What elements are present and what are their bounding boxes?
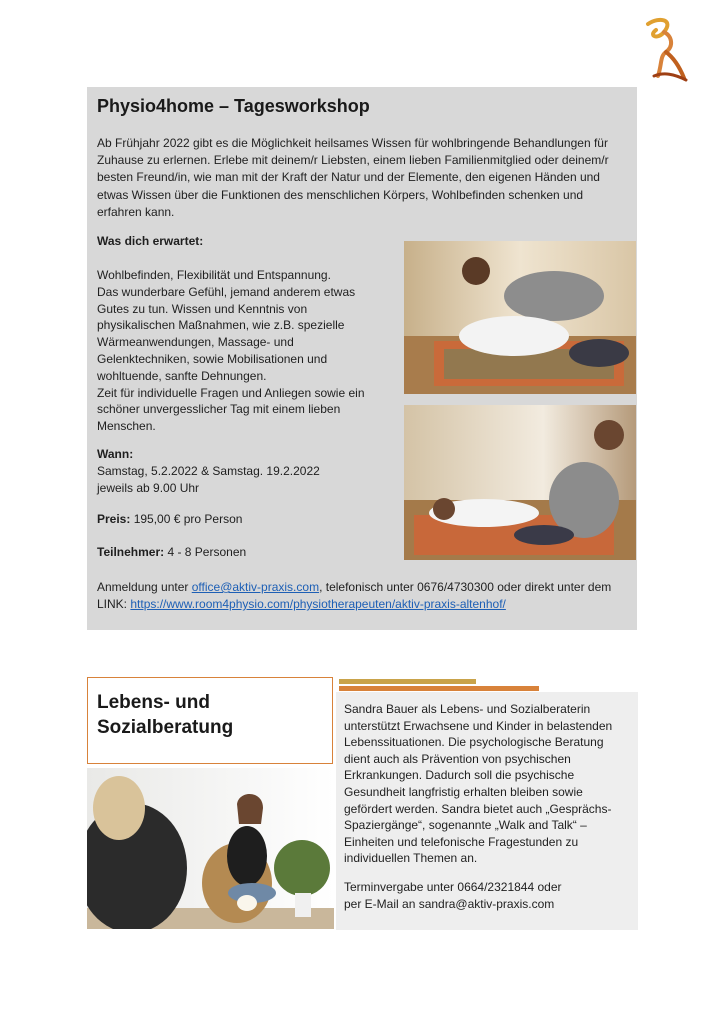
participants-label: Teilnehmer:: [97, 545, 165, 559]
participants-value: 4 - 8 Personen: [164, 545, 247, 559]
participants-line: [97, 545, 246, 559]
expect-line: Wohlbefinden, Flexibilität und Entspannung.: [97, 268, 331, 282]
counseling-contact: [344, 879, 628, 912]
accent-bar-orange: [339, 686, 539, 691]
counseling-title-line2: Sozialberatung: [97, 717, 234, 738]
workshop-title: Physio4home – Tagesworkshop: [97, 96, 370, 116]
when-block: [97, 446, 320, 496]
counseling-title: [97, 690, 233, 740]
when-time: jeweils ab 9.00 Uhr: [97, 480, 200, 495]
counseling-info-box: [336, 692, 638, 930]
workshop-photo-treatment: [404, 405, 636, 560]
brand-logo: [634, 14, 694, 84]
expect-heading: Was dich erwartet:: [97, 234, 204, 248]
reg-prefix: Anmeldung unter: [97, 580, 192, 594]
when-dates: Samstag, 5.2.2022 & Samstag. 19.2.2022: [97, 463, 320, 478]
expect-line: Zeit für individuelle Fragen und Anliegen sowie ein schöner unvergesslicher Tag mit einem lieben Menschen.: [97, 385, 365, 434]
accent-bar-gold: [339, 679, 476, 684]
contact-phone-line: Terminvergabe unter 0664/2321844 oder: [344, 880, 562, 894]
reg-middle: , telefonisch unter 0676/4730300 oder direkt unter dem LINK:: [97, 580, 612, 611]
workshop-intro: Ab Frühjahr 2022 gibt es die Möglichkeit heilsames Wissen für wohlbringende Behandlungen für Zuhause zu erlernen. Erlebe mit deinem/r Liebsten, einem lieben Familienmitglied oder deinem/r besten Freund/in, wie man mit der Kraft der Natur und der Elemente, den eigenen Händen und etwas Wissen über die Funktionen des menschlichen Körpers, Wohlbefinden schenken und erfahren kann.: [97, 136, 609, 219]
counseling-title-box: [87, 677, 333, 764]
email-link[interactable]: office@aktiv-praxis.com: [191, 580, 320, 594]
workshop-photo-stretching: [404, 241, 636, 394]
registration-info: [97, 579, 627, 613]
price-value: 195,00 € pro Person: [130, 512, 243, 526]
price-line: [97, 512, 242, 526]
counseling-photo: [87, 768, 334, 929]
counseling-description: Sandra Bauer als Lebens- und Sozialberaterin unterstützt Erwachsene und Kinder in belastenden Lebenssituationen. Die psychologische Beratung dient auch als Prävention von psychischen Erkrankungen. Dadurch soll die psychische Gesundheit langfristig erhalten bleiben sowie gefördert werden. Sandra bietet auch „Gesprächs-Spaziergänge“, sogenannte „Walk and Talk“ – Einheiten und telefonische Fragestunden zu individuellen Themen an.: [344, 702, 613, 866]
workshop-section: [87, 87, 637, 630]
expect-list: [97, 267, 387, 435]
expect-line: Das wunderbare Gefühl, jemand anderem etwas Gutes zu tun. Wissen und Kenntnis von physikalischen Maßnahmen, wie z.B. spezielle Wärmeanwendungen, Massage- und Gelenktechniken, sowie Mobilisationen und wohltuende, sanfte Dehnungen.: [97, 284, 356, 383]
contact-email-line: per E-Mail an sandra@aktiv-praxis.com: [344, 896, 555, 911]
counseling-title-line1: Lebens- und: [97, 692, 210, 713]
price-label: Preis:: [97, 512, 131, 526]
booking-link[interactable]: https://www.room4physio.com/physiotherapeuten/aktiv-praxis-altenhof/: [130, 597, 506, 611]
when-label: Wann:: [97, 447, 134, 461]
